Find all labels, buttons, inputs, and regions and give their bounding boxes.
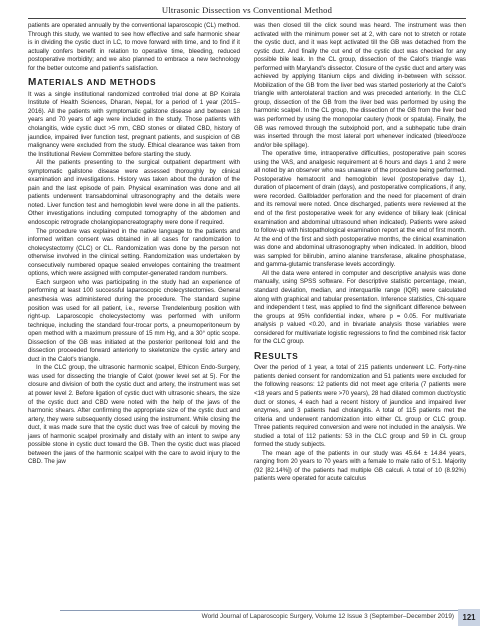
header-rule [28,18,466,19]
body-paragraph: The operative time, intraoperative difficulties, postoperative pain scores using the VAS, and analgesic requirement at 6 hours and days 1 and 2 were all noted by an observer who was unaware of the procedure being performed. Postoperative hematocrit and hemoglobin level (postoperative day 1), duration of placement of drain (days), and postoperative complications, if any, were recorded. Gallbladder perforation and the need for placement of drain and its removal were noted. Once discharged, patients were reviewed at the end of the first postoperative week for any evidence of biliary leak (clinical examination and abdominal ultrasound when indicated). Patients were asked to follow-up with histopathological examination report at the end of first month. At the end of the first and sixth postoperative months, the clinical examination was done and abdominal ultrasonography when indicated. In addition, blood was sampled for bilirubin, amino alanine transferase, alkaline phosphatase, and gamma-glutamic transferase levels accordingly. [254,150,466,269]
footer-rule [60,610,464,611]
body-paragraph: Over the period of 1 year, a total of 215 patients underwent LC. Forty-nine patients denied consent for randomization and 51 patients were excluded for the following reasons: 12 patients did not meet age criteria (7 patients were <18 years and 5 patients were >70 years), 28 had dilated common duct/cystic duct or stones, 4 each had a recent history of jaundice and impaired liver enzymes, and 3 patients had cholangitis. A total of 115 patients met the criteria and underwent randomization into either CL group or CLC group. Three patients required conversion and were not included in the analysis. We studied a total of 112 patients: 53 in the CLC group and 59 in CL group formed the study subjects. [254,364,466,449]
section-heading-materials-methods: MATERIALS AND METHODS [28,77,157,89]
body-paragraph: The procedure was explained in the native language to the patients and informed written consent was obtained in all cases for randomization to cholecystectomy (CLC) or CL. Randomization was done by the person not otherwise involved in the clinical setting. Randomization was undertaken by consecutively numbered opaque sealed envelopes containing the treatment options, which were assigned with computer-generated random numbers. [28,227,240,278]
right-column [254,22,466,484]
body-paragraph: It was a single institutional randomized controlled trial done at BP Koirala Institute of Health Sciences, Dharan, Nepal, for a period of 1 year (2015–2016). All the patients with symptomatic gallstone disease and between 18 years and 70 years of age were included in the study. Those patients with cholangitis, wide cystic duct >5 mm, CBD stones or dilated CBD, history of jaundice, impaired liver function test, pregnant patients, and suspicion of GB malignancy were excluded from the study. Ethical clearance was taken from the Institutional Review Committee before starting the study. [28,90,240,158]
body-paragraph: Each surgeon who was participating in the study had an experience of performing at least 100 successful laparoscopic cholecystectomies. General anesthesia was administered during the procedure. The standard supine position was used for all patient, i.e., reverse Trendelenburg position with right-up. Laparoscopic cholecystectomy was performed with uniform technique, including the standard four-trocar ports, a pneumoperitoneum by open method with a maximum pressure of 15 mm Hg, and a 30° optic scope. Dissection of the GB was initiated at the posterior peritoneal fold and the dissection proceeded forward anteriorly to skeletonize the cystic artery and duct in the Calot's triangle. [28,278,240,363]
journal-citation: World Journal of Laparoscopic Surgery, Volume 12 Issue 3 (September–December 2019) [201,613,454,620]
body-paragraph: The mean age of the patients in our study was 45.64 ± 14.84 years, ranging from 20 years to 70 years with a female to male ratio of 5:1. Majority (92 [82.14%]) of the patients had multiple GB calculi. A total of 10 (8.92%) patients were operated for acute calculus [254,449,466,483]
intro-paragraph: patients are operated annually by the conventional laparoscopic (CL) method. Through this study, we wanted to see how effective and safe harmonic shear is in dividing the cystic duct in LC, to move forward with time, and to find if it actually confers benefit in relation to operative time, bleeding, reduced postoperative morbidity; and we also planned to embrace a new technology for the better outcome and patient's satisfaction. [28,22,240,72]
body-paragraph: All the data were entered in computer and descriptive analysis was done manually, using SPSS software. For descriptive statistic percentage, mean, standard deviation, median, and interquartile range (IQR) were calculated along with graphical and tabular presentation. Inference statistics, Chi-square and independent t test, was applied to find the significant difference between the groups at 95% confidential index, where p = 0.05. For multivariate analysis p valued <0.20, and in bivariate analysis those variables were considered for multivariate logistic regressions to find the combined risk factor for the CLC group. [254,269,466,346]
body-paragraph: In the CLC group, the ultrasonic harmonic scalpel, Ethicon Endo-Surgery, was used for dissecting the triangle of Calot (power level set at 5). For the closure and division of both the cystic duct and artery, the instrument was set at power level 2. Before ligation of cystic duct with ultrasonic shears, the size of the cystic duct and CBD were noted with the help of the jaws of the harmonic shears. After confirming the appropriate size of the cystic duct and artery, they were subsequently closed using the instrument. While closing the duct, it was made sure that the cystic duct was free of calculi by moving the jaws of harmonic scalpel proximally and distally with an intent to swipe any possible stone in cystic duct toward the GB. Then the cystic duct was placed between the jaws of the harmonic scalpel with the care to avoid injury to the CBD. The jaw [28,364,240,466]
body-paragraph: was then closed till the click sound was heard. The instrument was then activated with the minimum power set at 2, with care not to stretch or rotate the cystic duct, and it was kept activated till the GB was detached from the cystic duct. And finally the cut end of the cystic duct was checked for any possible bile leak. In the CL group, dissection of the Calot's triangle was performed with Maryland's dissector. Closure of the cystic duct and artery was achieved by applying titanium clips and dividing in-between with scissor. Mobilization of the GB from the liver bed was started posteriorly at the Calot's triangle with anterolateral traction and was preceded anteriorly. In the CLC group, dissection of the GB from the liver bed was performed by using the harmonic scalpel. In the CL group, the dissection of the GB from the liver bed was performed by using the monopolar cautery (hook or spatula). Finally, the GB was removed through the subxiphoid port, and a subhepatic tube drain was inserted through the most lateral port whenever indicated (bleed/ooze and/or bile spillage). [254,22,466,149]
page-number: 121 [458,609,480,626]
running-head: Ultrasonic Dissection vs Conventional Method [161,5,333,15]
page-footer [0,608,494,628]
section-heading-results: RESULTS [254,350,299,362]
left-column [28,22,240,467]
body-paragraph: All the patients presenting to the surgical outpatient department with symptomatic gallstone disease were assessed thoroughly by clinical examination and investigations. History was taken about the duration of the pain and the last episode of pain. Physical examination was done and all patients underwent transabdominal ultrasonography and the details were noted. Liver function test and hemoglobin level were done in all the patients. Other investigations including computed tomography of the abdomen and endoscopic retrograde cholangiopancreatography were done if required. [28,159,240,227]
